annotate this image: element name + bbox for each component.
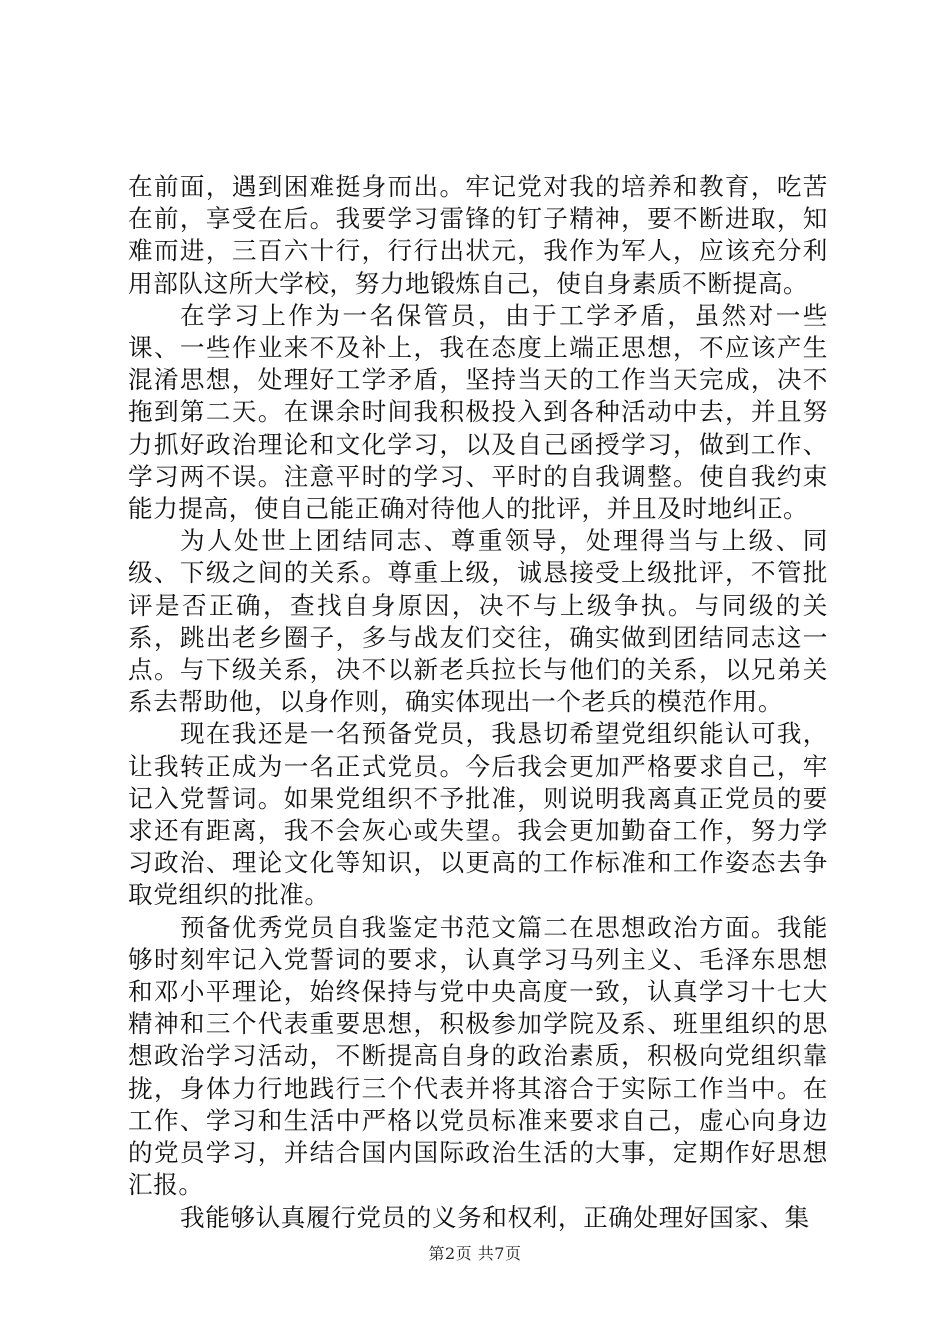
paragraph-continued: 在前面，遇到困难挺身而出。牢记党对我的培养和教育，吃苦在前，享受在后。我要学习雷锋的钉子精神，要不断进取，知难而进，三百六十行，行行出状元，我作为军人，应该充分利用部队这所大学校，努力地锻炼自己，使自身素质不断提高。 xyxy=(128,172,828,298)
paragraph-sample-two: 预备优秀党员自我鉴定书范文篇二在思想政治方面。我能够时刻牢记入党誓词的要求，认真学习马列主义、毛泽东思想和邓小平理论，始终保持与党中央高度一致，认真学习十七大精神和三个代表重要思想，积极参加学院及系、班里组织的思想政治学习活动，不断提高自身的政治素质，积极向党组织靠拢，身体力行地践行三个代表并将其溶合于实际工作当中。在工作、学习和生活中严格以党员标准来要求自己，虚心向身边的党员学习，并结合国内国际政治生活的大事，定期作好思想汇报。 xyxy=(128,912,828,1200)
paragraph-relations: 为人处世上团结同志、尊重领导，处理得当与上级、同级、下级之间的关系。尊重上级，诚恳接受上级批评，不管批评是否正确，查找自身原因，决不与上级争执。与同级的关系，跳出老乡圈子，多与战友们交往，确实做到团结同志这一点。与下级关系，决不以新老兵拉长与他们的关系，以兄弟关系去帮助他，以身作则，确实体现出一个老兵的模范作用。 xyxy=(128,526,828,717)
document-body xyxy=(128,171,828,1234)
paragraph-duties: 我能够认真履行党员的义务和权利，正确处理好国家、集 xyxy=(180,1202,810,1232)
page-number-footer: 第2页 共7页 xyxy=(428,1244,522,1263)
paragraph-study: 在学习上作为一名保管员，由于工学矛盾，虽然对一些课、一些作业来不及补上，我在态度上端正思想，不应该产生混淆思想，处理好工学矛盾，坚持当天的工作当天完成，决不拖到第二天。在课余时间我积极投入到各种活动中去，并且努力抓好政治理论和文化学习，以及自己函授学习，做到工作、学习两不误。注意平时的学习、平时的自我调整。使自我约束能力提高，使自己能正确对待他人的批评，并且及时地纠正。 xyxy=(128,300,828,524)
paragraph-probationary: 现在我还是一名预备党员，我恳切希望党组织能认可我，让我转正成为一名正式党员。今后我会更加严格要求自己，牢记入党誓词。如果党组织不予批准，则说明我离真正党员的要求还有距离，我不会灰心或失望。我会更加勤奋工作，努力学习政治、理论文化等知识，以更高的工作标准和工作姿态去争取党组织的批准。 xyxy=(128,719,828,910)
